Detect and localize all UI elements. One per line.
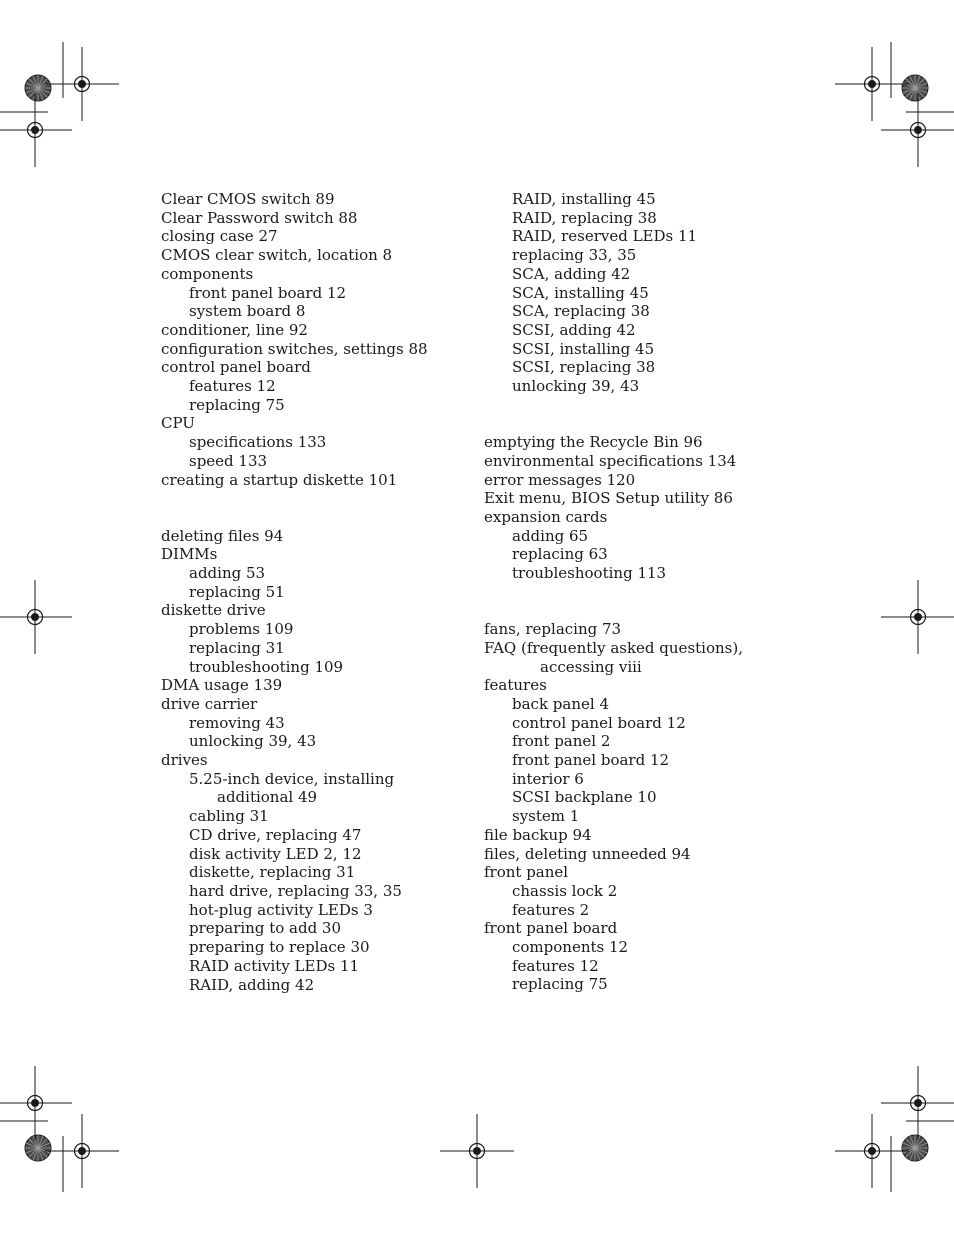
index-subentry: additional 49 xyxy=(217,788,318,807)
index-subentry: troubleshooting 109 xyxy=(189,657,344,676)
index-subentry: RAID, adding 42 xyxy=(189,975,315,994)
index-entry: drives xyxy=(161,751,208,770)
registration-mark-icon xyxy=(835,1114,909,1188)
index-subentry: replacing 75 xyxy=(189,395,285,414)
index-subentry: CD drive, replacing 47 xyxy=(189,825,362,844)
index-subentry: RAID, installing 45 xyxy=(512,190,656,208)
index-subentry: replacing 75 xyxy=(512,975,608,994)
index-subentry: unlocking 39, 43 xyxy=(512,377,640,396)
index-entry: deleting files 94 xyxy=(161,526,284,545)
index-column-middle xyxy=(484,190,814,994)
index-subentry: SCA, replacing 38 xyxy=(512,302,650,321)
index-subentry: replacing 51 xyxy=(189,582,285,601)
index-subentry: RAID, reserved LEDs 11 xyxy=(512,227,698,246)
index-entry: FAQ (frequently asked questions), xyxy=(484,638,743,657)
index-entry: fans, replacing 73 xyxy=(484,620,622,639)
index-subentry: interior 6 xyxy=(512,769,584,788)
index-subentry: SCA, adding 42 xyxy=(512,264,631,283)
index-entry: drive carrier xyxy=(161,694,258,713)
index-subentry: cabling 31 xyxy=(189,807,269,826)
index-subentry: preparing to replace 30 xyxy=(189,938,370,957)
index-subentry: chassis lock 2 xyxy=(512,881,618,900)
index-subentry: 5.25-inch device, installing xyxy=(189,769,395,788)
index-section-gap xyxy=(484,583,814,602)
registration-mark-icon xyxy=(881,1066,954,1140)
registration-mark-icon xyxy=(0,1066,72,1140)
index-subentry: hard drive, replacing 33, 35 xyxy=(189,881,402,900)
registration-mark-icon xyxy=(881,93,954,167)
index-entry: file backup 94 xyxy=(484,825,592,844)
index-section-gap xyxy=(161,508,491,527)
registration-mark-icon xyxy=(45,47,119,121)
index-subentry: replacing 33, 35 xyxy=(512,246,637,265)
index-subentry: SCSI, adding 42 xyxy=(512,320,636,339)
index-subentry: front panel 2 xyxy=(512,732,611,751)
index-subentry: preparing to add 30 xyxy=(189,919,342,938)
registration-mark-icon xyxy=(0,580,72,654)
index-entry: Exit menu, BIOS Setup utility 86 xyxy=(484,489,733,508)
index-subentry: front panel board 12 xyxy=(189,283,347,302)
index-entry: error messages 120 xyxy=(484,470,636,489)
index-subentry: adding 65 xyxy=(512,526,589,545)
index-section-gap xyxy=(484,414,814,433)
index-subentry: SCA, installing 45 xyxy=(512,283,649,302)
index-subentry: front panel board 12 xyxy=(512,751,670,770)
registration-mark-icon xyxy=(440,1114,514,1188)
index-section-gap xyxy=(484,396,814,415)
index-entry: creating a startup diskette 101 xyxy=(161,470,398,489)
index-subentry: problems 109 xyxy=(189,620,294,639)
registration-mark-icon xyxy=(45,1114,119,1188)
index-subentry: adding 53 xyxy=(189,564,266,583)
color-wheel-icon xyxy=(25,75,51,101)
index-subentry: specifications 133 xyxy=(189,433,327,452)
color-wheel-icon xyxy=(25,1135,51,1161)
registration-mark-icon xyxy=(881,580,954,654)
index-entry: emptying the Recycle Bin 96 xyxy=(484,433,703,452)
index-entry: environmental specifications 134 xyxy=(484,451,737,470)
index-column-left xyxy=(161,190,491,994)
index-subentry: accessing viii xyxy=(540,657,642,676)
index-entry: DMA usage 139 xyxy=(161,676,283,695)
index-subentry: RAID activity LEDs 11 xyxy=(189,956,360,975)
index-entry: DIMMs xyxy=(161,545,218,564)
index-section-gap xyxy=(161,489,491,508)
registration-mark-icon xyxy=(0,93,72,167)
index-subentry: RAID, replacing 38 xyxy=(512,208,657,227)
index-entry: CMOS clear switch, location 8 xyxy=(161,246,393,265)
index-subentry: troubleshooting 113 xyxy=(512,564,667,583)
index-subentry: SCSI backplane 10 xyxy=(512,788,657,807)
index-subentry: hot-plug activity LEDs 3 xyxy=(189,900,373,919)
index-entry: closing case 27 xyxy=(161,227,278,246)
index-subentry: system 1 xyxy=(512,807,580,826)
index-section-gap xyxy=(484,601,814,620)
index-entry: Clear Password switch 88 xyxy=(161,208,358,227)
index-subentry: disk activity LED 2, 12 xyxy=(189,844,362,863)
index-subentry: features 2 xyxy=(512,900,590,919)
index-entry: diskette drive xyxy=(161,601,266,620)
index-subentry: speed 133 xyxy=(189,451,268,470)
index-subentry: removing 43 xyxy=(189,713,285,732)
index-entry: conditioner, line 92 xyxy=(161,320,308,339)
index-entry: control panel board xyxy=(161,358,311,377)
index-subentry: replacing 31 xyxy=(189,638,285,657)
index-entry: configuration switches, settings 88 xyxy=(161,339,428,358)
color-wheel-icon xyxy=(902,1135,928,1161)
index-entry: CPU xyxy=(161,414,195,433)
index-entry: expansion cards xyxy=(484,507,608,526)
index-subentry: SCSI, replacing 38 xyxy=(512,358,656,377)
index-subentry: system board 8 xyxy=(189,302,306,321)
index-subentry: control panel board 12 xyxy=(512,713,686,732)
index-subentry: back panel 4 xyxy=(512,694,609,713)
index-entry: front panel board xyxy=(484,919,618,938)
color-wheel-icon xyxy=(902,75,928,101)
index-entry: files, deleting unneeded 94 xyxy=(484,844,691,863)
index-subentry: diskette, replacing 31 xyxy=(189,863,356,882)
index-subentry: components 12 xyxy=(512,938,629,957)
index-subentry: features 12 xyxy=(189,377,276,396)
index-entry: front panel xyxy=(484,863,569,882)
index-subentry: replacing 63 xyxy=(512,545,608,564)
registration-mark-icon xyxy=(835,47,909,121)
index-entry: components xyxy=(161,264,254,283)
index-entry: Clear CMOS switch 89 xyxy=(161,190,335,208)
index-entry: features xyxy=(484,676,547,695)
index-subentry: features 12 xyxy=(512,956,599,975)
index-subentry: unlocking 39, 43 xyxy=(189,732,317,751)
index-subentry: SCSI, installing 45 xyxy=(512,339,655,358)
